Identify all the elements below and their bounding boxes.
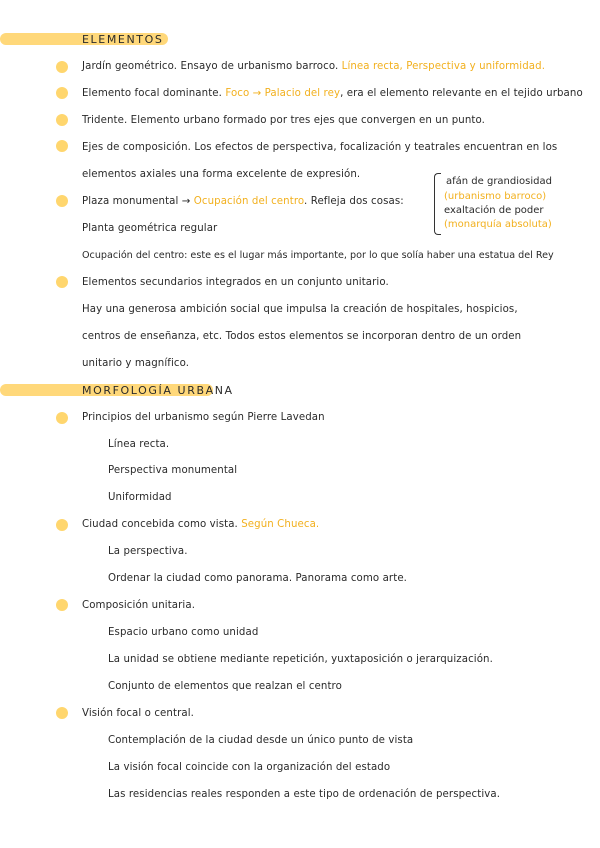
bullet [56,276,68,288]
note-line [82,708,194,719]
note-highlight: Ocupación del centro [193,196,305,207]
brace-bracket [434,173,441,235]
bullet [56,195,68,207]
bullet [56,140,68,152]
note-text: Elementos secundarios integrados en un conjunto unitario. [82,277,389,288]
note-highlight: Según Chueca. [241,519,320,530]
note-line [108,573,407,584]
note-line [82,250,554,261]
note-text: Línea recta. [108,439,170,450]
bullet [56,87,68,99]
note-line [108,627,258,638]
note-text: Jardín geométrico. Ensayo de urbanismo barroco. [82,61,342,72]
note-line [108,439,169,450]
note-text: Hay una generosa ambición social que impulsa la creación de hospitales, hospicios, [82,304,518,315]
note-text: Ocupación del centro: este es el lugar más importante, por lo que solía haber una estatua del Rey [82,250,554,261]
note-text: Conjunto de elementos que realzan el centro [108,681,342,692]
note-text: Tridente. Elemento urbano formado por tres ejes que convergen en un punto. [82,115,485,126]
note-line [108,735,413,746]
note-line [108,762,390,773]
note-text: Elemento focal dominante. [82,88,226,99]
note-text: , era el elemento relevante en el tejido urbano [340,88,583,99]
note-highlight: Línea recta, Perspectiva y uniformidad. [341,61,546,72]
note-text: La perspectiva. [108,546,188,557]
note-line [108,654,493,665]
note-line [108,789,500,800]
note-line [108,492,172,503]
note-line [108,681,342,692]
note-line [82,600,195,611]
note-text: Principios del urbanismo según Pierre Lavedan [82,412,325,423]
note-text: Espacio urbano como unidad [108,627,259,638]
note-line [82,142,557,153]
note-line [82,88,583,99]
note-text: Plaza monumental → [82,196,194,207]
brace-line: exaltación de poder [444,205,544,216]
note-text: Visión focal o central. [82,708,194,719]
note-text: Uniformidad [108,492,172,503]
note-line [82,304,518,315]
note-line [82,169,360,180]
section-heading-elementos: ELEMENTOS [82,33,164,46]
note-text: unitario y magnífico. [82,358,190,369]
bullet [56,412,68,424]
note-line [108,465,237,476]
note-text: Ciudad concebida como vista. [82,519,242,530]
note-text: Las residencias reales responden a este tipo de ordenación de perspectiva. [108,789,501,800]
note-line [82,519,319,530]
bullet [56,114,68,126]
note-text: Contemplación de la ciudad desde un único punto de vista [108,735,414,746]
note-text: Composición unitaria. [82,600,196,611]
note-line [108,546,188,557]
section-heading-morfologia: MORFOLOGÍA URBANA [82,384,234,397]
brace-highlight: (urbanismo barroco) [444,191,547,202]
note-text: La unidad se obtiene mediante repetición, yuxtaposición o jerarquización. [108,654,493,665]
note-line [82,358,189,369]
bullet [56,707,68,719]
note-line [82,61,545,72]
note-line [82,412,325,423]
note-line [82,115,485,126]
note-line [82,196,404,207]
bullet [56,599,68,611]
note-text: . Refleja dos cosas: [304,196,404,207]
note-line [82,331,521,342]
note-text: Ejes de composición. Los efectos de perspectiva, focalización y teatrales encuentran en los [82,142,558,153]
note-text: La visión focal coincide con la organización del estado [108,762,391,773]
note-text: Ordenar la ciudad como panorama. Panorama como arte. [108,573,408,584]
note-line [82,277,389,288]
brace-highlight: (monarquía absoluta) [444,219,552,230]
note-text: elementos axiales una forma excelente de expresión. [82,169,361,180]
note-highlight: Foco → Palacio del rey [225,88,341,99]
brace-line: afán de grandiosidad [446,176,552,187]
note-text: Planta geométrica regular [82,223,218,234]
note-line [82,223,217,234]
bullet [56,519,68,531]
bullet [56,61,68,73]
note-text: Perspectiva monumental [108,465,238,476]
note-text: centros de enseñanza, etc. Todos estos elementos se incorporan dentro de un orden [82,331,522,342]
